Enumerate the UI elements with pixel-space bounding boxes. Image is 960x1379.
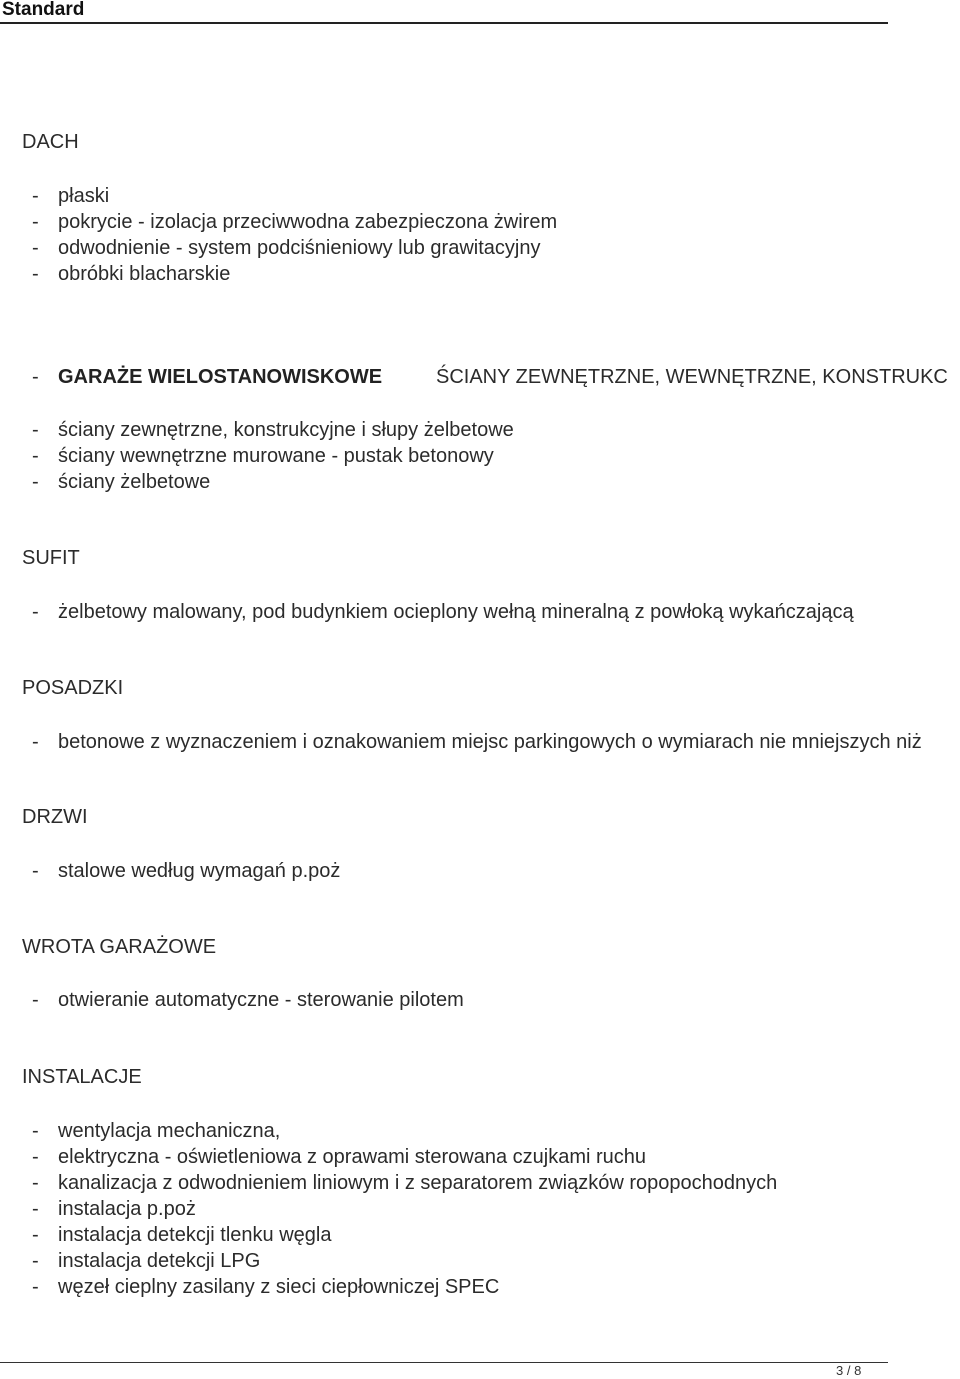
list-item-text: elektryczna - oświetleniowa z oprawami sterowana czujkami ruchu <box>58 1146 647 1168</box>
list-item-text: instalacja p.poż <box>58 1198 196 1220</box>
list-item <box>32 470 210 494</box>
list-dash: - <box>32 211 39 233</box>
section-heading-walls: ŚCIANY ZEWNĘTRZNE, WEWNĘTRZNE, KONSTRUKC <box>436 366 948 388</box>
list-dash: - <box>32 601 39 623</box>
header-divider <box>0 22 888 24</box>
list-dash: - <box>32 471 39 493</box>
list-item <box>32 184 109 208</box>
list-item-text: wentylacja mechaniczna, <box>58 1120 281 1142</box>
list-dash: - <box>32 1120 39 1142</box>
list-dash: - <box>32 989 39 1011</box>
list-item-text: kanalizacja z odwodnieniem liniowym i z separatorem związków ropopochodnych <box>58 1172 778 1194</box>
list-item-text: instalacja detekcji LPG <box>58 1250 261 1272</box>
list-dash: - <box>32 419 39 441</box>
list-dash: - <box>32 1250 39 1272</box>
list-item <box>32 418 514 442</box>
list-item <box>32 1171 777 1195</box>
list-item-text: odwodnienie - system podciśnieniowy lub grawitacyjny <box>58 237 541 259</box>
list-dash: - <box>32 1146 39 1168</box>
list-item-text: pokrycie - izolacja przeciwwodna zabezpieczona żwirem <box>58 211 558 233</box>
list-item <box>32 730 922 754</box>
footer-divider <box>0 1362 888 1363</box>
list-item <box>32 1249 260 1273</box>
list-item <box>32 210 557 234</box>
list-item <box>32 262 230 286</box>
section-heading-posadzki: POSADZKI <box>22 677 124 699</box>
list-item <box>32 236 540 260</box>
page-header-title: Standard <box>2 0 85 20</box>
list-item <box>32 444 494 468</box>
list-item-text: ściany wewnętrzne murowane - pustak betonowy <box>58 445 494 467</box>
section-heading-drzwi: DRZWI <box>22 806 88 828</box>
page-number: 3 / 8 <box>836 1363 862 1378</box>
list-dash: - <box>32 263 39 285</box>
list-dash: - <box>32 237 39 259</box>
list-item <box>32 600 854 624</box>
section-heading-sufit: SUFIT <box>22 547 80 569</box>
list-item-text: żelbetowy malowany, pod budynkiem ocieplony wełną mineralną z powłoką wykańczającą <box>58 601 854 623</box>
list-item <box>32 988 464 1012</box>
section-heading-wrota: WROTA GARAŻOWE <box>22 936 217 958</box>
list-item-text: ściany zewnętrzne, konstrukcyjne i słupy żelbetowe <box>58 419 514 441</box>
list-item <box>32 859 340 883</box>
list-item-text: betonowe z wyznaczeniem i oznakowaniem miejsc parkingowych o wymiarach nie mniejszych niż <box>58 731 922 753</box>
list-item <box>32 1275 499 1299</box>
list-item <box>32 1197 196 1221</box>
list-dash: - <box>32 731 39 753</box>
list-item-text: obróbki blacharskie <box>58 263 231 285</box>
garage-section-row <box>32 364 960 390</box>
list-item <box>32 1145 646 1169</box>
list-item-text: płaski <box>58 185 110 207</box>
list-item-text: węzeł cieplny zasilany z sieci ciepłowniczej SPEC <box>58 1276 500 1298</box>
list-item-text: stalowe według wymagań p.poż <box>58 860 341 882</box>
section-heading-dach: DACH <box>22 131 79 153</box>
list-dash: - <box>32 1172 39 1194</box>
garage-section-label: GARAŻE WIELOSTANOWISKOWE <box>58 366 383 388</box>
list-dash: - <box>32 366 39 388</box>
list-item-text: ściany żelbetowe <box>58 471 211 493</box>
list-dash: - <box>32 1224 39 1246</box>
list-dash: - <box>32 445 39 467</box>
list-item-text: instalacja detekcji tlenku węgla <box>58 1224 332 1246</box>
section-heading-instalacje: INSTALACJE <box>22 1066 142 1088</box>
list-dash: - <box>32 1276 39 1298</box>
list-item <box>32 1223 332 1247</box>
list-dash: - <box>32 1198 39 1220</box>
list-item <box>32 1119 280 1143</box>
list-item-text: otwieranie automatyczne - sterowanie pilotem <box>58 989 464 1011</box>
list-dash: - <box>32 860 39 882</box>
list-dash: - <box>32 185 39 207</box>
